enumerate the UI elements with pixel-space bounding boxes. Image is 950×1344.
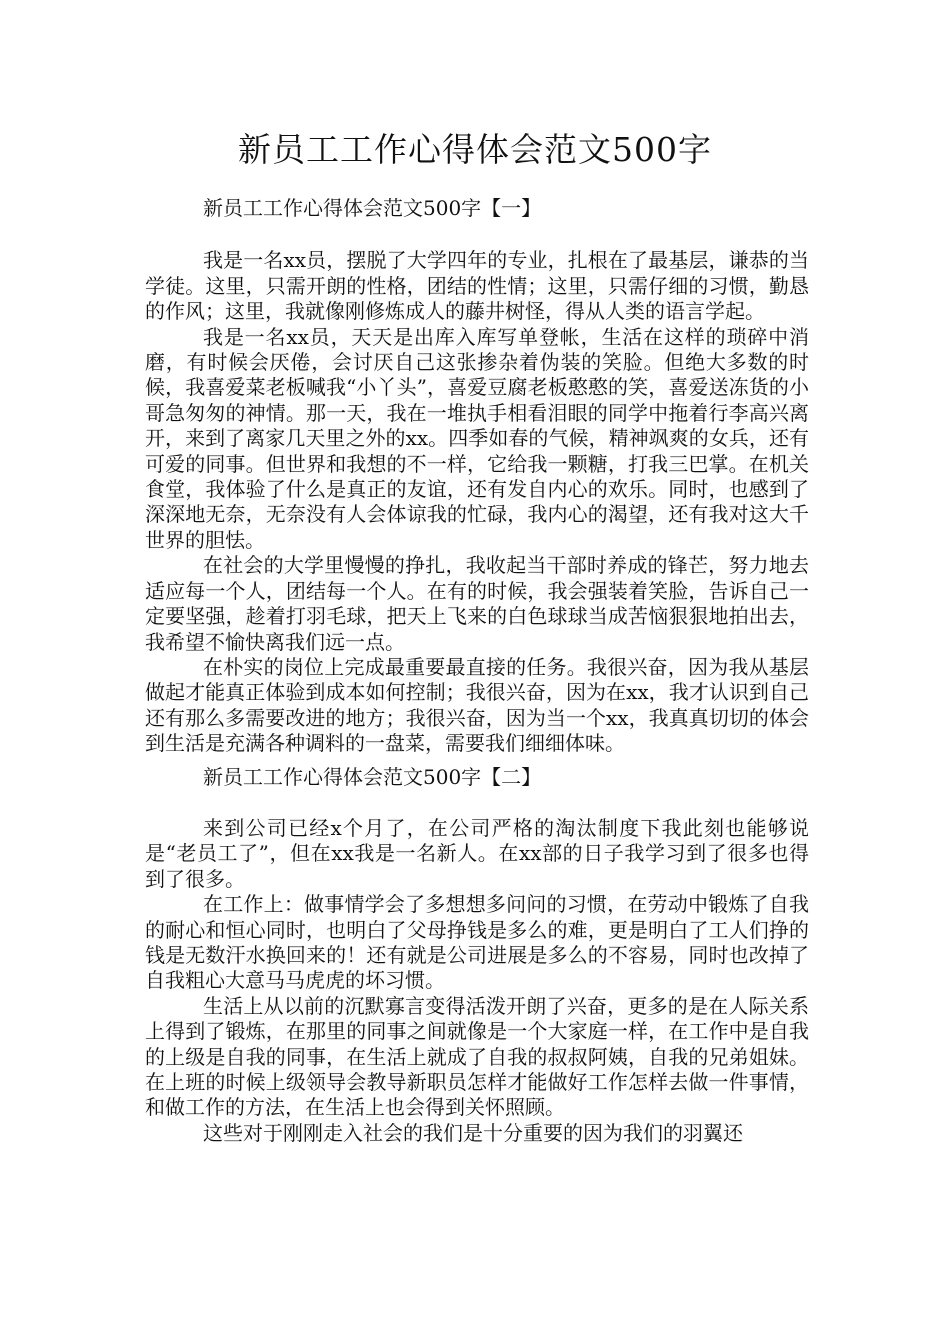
document-body xyxy=(145,196,809,1146)
paragraph: 在朴实的岗位上完成最重要最直接的任务。我很兴奋，因为我从基层做起才能真正体验到成本如何控制；我很兴奋，因为在xx，我才认识到自己还有那么多需要改进的地方；我很兴奋，因为当一个xx，我真真切切的体会到生活是充满各种调料的一盘菜，需要我们细细体味。 xyxy=(145,654,809,756)
section-heading-1: 新员工工作心得体会范文500字【一】 xyxy=(203,196,542,220)
paragraph: 这些对于刚刚走入社会的我们是十分重要的因为我们的羽翼还 xyxy=(203,1120,743,1145)
paragraph: 我是一名xx员，天天是出库入库写单登帐，生活在这样的琐碎中消磨，有时候会厌倦，会讨厌自己这张掺杂着伪装的笑脸。但绝大多数的时候，我喜爱菜老板喊我“小丫头”，喜爱豆腐老板憨憨的笑，喜爱送冻货的小哥急匆匆的神情。那一天，我在一堆执手相看泪眼的同学中拖着行李高兴离开，来到了离家几天里之外的xx。四季如春的气候，精神飒爽的女兵，还有可爱的同事。但世界和我想的不一样，它给我一颗糖，打我三巴掌。在机关食堂，我体验了什么是真正的友谊，还有发自内心的欢乐。同时，也感到了深深地无奈，无奈没有人会体谅我的忙碌，我内心的渴望，还有我对这大千世界的胆怯。 xyxy=(145,324,809,552)
paragraph: 在工作上：做事情学会了多想想多问问的习惯，在劳动中锻炼了自我的耐心和恒心同时，也明白了父母挣钱是多么的难，更是明白了工人们挣的钱是无数汗水换回来的！还有就是公司进展是多么的不容易，同时也改掉了自我粗心大意马马虎虎的坏习惯。 xyxy=(145,892,809,993)
paragraph: 我是一名xx员，摆脱了大学四年的专业，扎根在了最基层，谦恭的当学徒。这里，只需开朗的性格，团结的性情；这里，只需仔细的习惯，勤恳的作风；这里，我就像刚修炼成人的藤井树怪，得从人类的语言学起。 xyxy=(145,248,809,324)
paragraph: 来到公司已经x个月了，在公司严格的淘汰制度下我此刻也能够说是“老员工了”，但在xx我是一名新人。在xx部的日子我学习到了很多也得到了很多。 xyxy=(145,815,809,891)
document-title: 新员工工作心得体会范文500字 xyxy=(238,130,712,169)
paragraph: 在社会的大学里慢慢的挣扎，我收起当干部时养成的锋芒，努力地去适应每一个人，团结每一个人。在有的时候，我会强装着笑脸，告诉自己一定要坚强，趁着打羽毛球，把天上飞来的白色球球当成苦恼狠狠地拍出去，我希望不愉快离我们远一点。 xyxy=(145,553,809,654)
section-heading-2: 新员工工作心得体会范文500字【二】 xyxy=(203,764,542,789)
paragraph: 生活上从以前的沉默寡言变得活泼开朗了兴奋，更多的是在人际关系上得到了锻炼，在那里的同事之间就像是一个大家庭一样，在工作中是自我的上级是自我的同事，在生活上就成了自我的叔叔阿姨，自我的兄弟姐妹。在上班的时候上级领导会教导新职员怎样才能做好工作怎样去做一件事情，和做工作的方法，在生活上也会得到关怀照顾。 xyxy=(145,993,809,1120)
